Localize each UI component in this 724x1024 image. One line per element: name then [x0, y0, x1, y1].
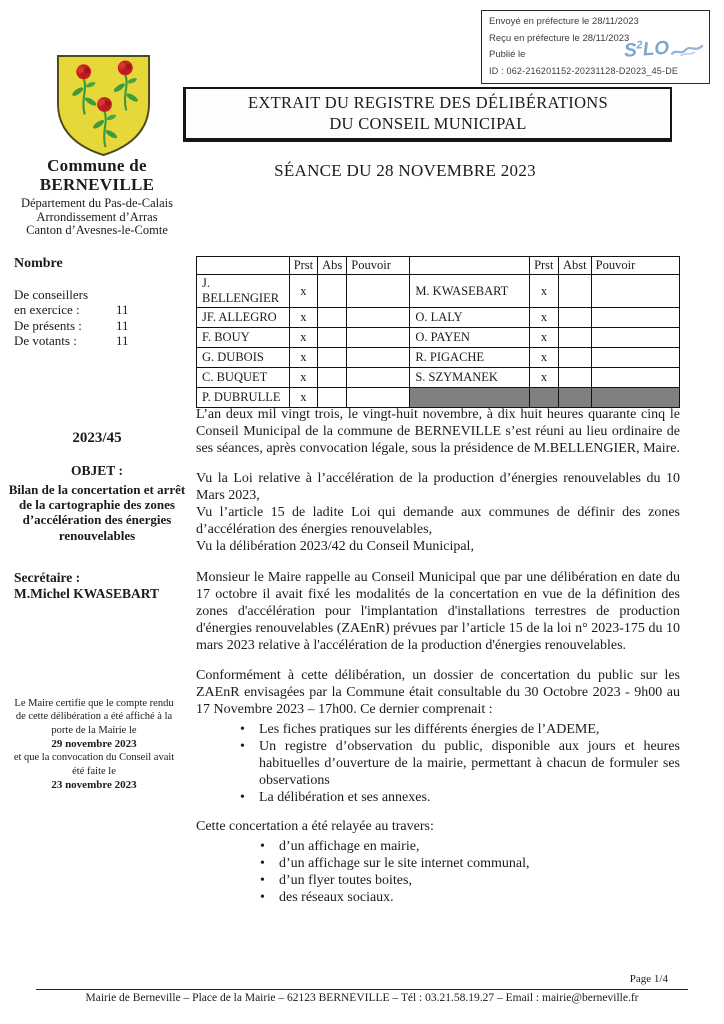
- register-title-box: [183, 87, 672, 142]
- attendance-mark-cell: [591, 368, 679, 388]
- list-item: [232, 738, 680, 789]
- count-label: De votants :: [14, 332, 77, 348]
- objet-text: Bilan de la concertation et arrêt de la cartographie des zones d’accélération des énergies renouvelables: [8, 482, 186, 543]
- commune-canton: Canton d’Avesnes-le-Comte: [26, 223, 168, 238]
- attendance-mark-cell: x: [289, 368, 317, 388]
- dossier-contents-list: [196, 721, 680, 806]
- count-label: en exercice :: [14, 302, 80, 318]
- list-item-text: Les fiches pratiques sur les différents énergies de l’ADEME,: [259, 722, 600, 737]
- attendance-mark-cell: [347, 348, 410, 368]
- attendance-mark-cell: [318, 308, 347, 328]
- council-table-header-cell: Abst: [559, 257, 592, 275]
- attendance-mark-cell: [318, 368, 347, 388]
- table-row: [197, 368, 680, 388]
- attendance-mark-cell: x: [530, 348, 559, 368]
- attendance-mark-cell: x: [530, 308, 559, 328]
- bullet-icon: •: [260, 873, 265, 888]
- secretaire-heading: Secrétaire :: [14, 570, 81, 585]
- member-name-cell: M. KWASEBART: [410, 275, 530, 308]
- bullet-icon: •: [240, 790, 245, 805]
- secretaire-name: M.Michel KWASEBART: [14, 585, 160, 601]
- table-row: [197, 328, 680, 348]
- bullet-icon: •: [260, 839, 265, 854]
- count-row: [14, 302, 182, 317]
- council-table-header-cell: Abs: [318, 257, 347, 275]
- attendance-mark-cell: [559, 328, 592, 348]
- deliberation-number: 2023/45: [72, 430, 122, 446]
- commune-departement: Département du Pas-de-Calais: [20, 196, 174, 211]
- bullet-icon: •: [240, 739, 245, 754]
- certification-block: [12, 697, 176, 792]
- member-name-cell: F. BOUY: [197, 328, 290, 348]
- list-item: [252, 838, 680, 855]
- paragraph-vu-1: Vu la Loi relative à l’accélération de la production d’énergies renouvelables du 10 Mars 2023,: [196, 471, 680, 503]
- member-name-cell: JF. ALLEGRO: [197, 308, 290, 328]
- table-row: [197, 308, 680, 328]
- stamp-received-line: Reçu en préfecture le 28/11/2023: [489, 32, 630, 44]
- table-row: [197, 388, 680, 408]
- deliberation-body: [196, 406, 680, 906]
- list-item-text: des réseaux sociaux.: [279, 890, 394, 905]
- register-title-line2: DU CONSEIL MUNICIPAL: [329, 114, 527, 134]
- attendance-mark-cell: [559, 388, 592, 408]
- attendance-mark-cell: [591, 388, 679, 408]
- attendance-mark-cell: [347, 275, 410, 308]
- attendance-mark-cell: [347, 388, 410, 408]
- list-item: [252, 872, 680, 889]
- certification-date2: 23 novembre 2023: [51, 779, 137, 792]
- logo-swoosh-icon: [670, 43, 705, 58]
- count-label: De présents :: [14, 317, 82, 333]
- council-table-header-cell: Pouvoir: [347, 257, 410, 275]
- count-value: 11: [116, 332, 129, 348]
- attendance-mark-cell: [559, 308, 592, 328]
- commune-name-line1: Commune de: [47, 156, 147, 175]
- table-row: [197, 348, 680, 368]
- count-row: [14, 318, 182, 333]
- member-name-cell: [410, 388, 530, 408]
- member-name-cell: S. SZYMANEK: [410, 368, 530, 388]
- council-table: [196, 256, 680, 408]
- attendance-mark-cell: [559, 275, 592, 308]
- prefecture-stamp: [481, 10, 710, 84]
- attendance-mark-cell: [591, 348, 679, 368]
- commune-arrondissement: Arrondissement d’Arras: [36, 209, 158, 224]
- member-name-cell: R. PIGACHE: [410, 348, 530, 368]
- member-name-cell: P. DUBRULLE: [197, 388, 290, 408]
- attendance-mark-cell: [591, 275, 679, 308]
- attendance-mark-cell: x: [289, 348, 317, 368]
- commune-name-line2: BERNEVILLE: [39, 174, 155, 194]
- register-title-line1: EXTRAIT DU REGISTRE DES DÉLIBÉRATIONS: [247, 93, 609, 112]
- attendance-mark-cell: [347, 368, 410, 388]
- attendance-mark-cell: [318, 388, 347, 408]
- list-item: [232, 789, 680, 806]
- paragraph-vu-2: Vu l’article 15 de ladite Loi qui demande aux communes de définir des zones d’accélération des énergies renouvelables,: [196, 505, 680, 537]
- list-item-text: d’un affichage sur le site internet communal,: [279, 856, 530, 871]
- member-name-cell: O. PAYEN: [410, 328, 530, 348]
- footer-address: Mairie de Berneville – Place de la Mairie – 62123 BERNEVILLE – Tél : 03.21.58.19.27 – Email : mairie@berneville.fr: [85, 992, 639, 1004]
- paragraph-concertation: Conformément à cette délibération, un dossier de concertation du public sur les ZAEnR envisagées par la Commune était consultable du 30 Octobre 2023 - 9h00 au 17 Novembre 2023 – 17h00. Ce dernier comprenait :: [196, 668, 680, 717]
- council-table-head-row: [197, 257, 680, 275]
- attendance-mark-cell: x: [289, 328, 317, 348]
- attendance-mark-cell: [347, 308, 410, 328]
- count-value: 11: [116, 317, 129, 333]
- attendance-mark-cell: [318, 348, 347, 368]
- s2lo-logo-text: $S^2LO$: [623, 37, 670, 62]
- member-name-cell: O. LALY: [410, 308, 530, 328]
- secretaire-block: [14, 570, 159, 602]
- attendance-mark-cell: [318, 275, 347, 308]
- count-value: 11: [116, 302, 129, 318]
- footer-divider: [36, 989, 688, 990]
- member-name-cell: C. BUQUET: [197, 368, 290, 388]
- list-item-text: d’un flyer toutes boites,: [279, 873, 412, 888]
- member-name-cell: G. DUBOIS: [197, 348, 290, 368]
- attendance-mark-cell: x: [530, 275, 559, 308]
- objet-heading: OBJET :: [71, 463, 123, 478]
- attendance-mark-cell: [530, 388, 559, 408]
- table-row: [197, 275, 680, 308]
- attendance-mark-cell: x: [289, 308, 317, 328]
- count-row: [14, 287, 182, 302]
- council-table-header-cell: [410, 257, 530, 275]
- stamp-published-line: Publié le: [489, 49, 526, 60]
- council-table-header-cell: Prst: [289, 257, 317, 275]
- bullet-icon: •: [240, 722, 245, 737]
- list-item: [232, 721, 680, 738]
- commune-coat-of-arms: [54, 52, 153, 159]
- counts-heading: Nombre: [14, 256, 63, 271]
- list-item: [252, 855, 680, 872]
- certification-line2: et que la convocation du Conseil avait été faite le: [13, 752, 175, 777]
- diffusion-channels-list: [196, 838, 680, 906]
- paragraph-rappel: Monsieur le Maire rappelle au Conseil Municipal que par une délibération en date du 17 octobre il avait fixé les modalités de la concertation en vue de la définition des zones d'accélération pour l'implantation d'installations terrestres de production d'énergies renouvelables (ZAEnR) prévues par l’article 15 de la loi n° 2023-175 du 10 mars 2023 relative à l'accélération de la production d'énergies renouvelables.: [196, 570, 680, 653]
- certification-date1: 29 novembre 2023: [51, 738, 137, 751]
- count-label: De conseillers: [14, 287, 89, 302]
- attendance-mark-cell: x: [530, 328, 559, 348]
- counts-block: [14, 256, 182, 348]
- paragraph-relayee: Cette concertation a été relayée au travers:: [196, 819, 434, 834]
- attendance-mark-cell: [559, 368, 592, 388]
- list-item-text: d’un affichage en mairie,: [279, 839, 420, 854]
- seance-title: SÉANCE DU 28 NOVEMBRE 2023: [274, 161, 536, 180]
- stamp-sent-line: Envoyé en préfecture le 28/11/2023: [489, 16, 639, 27]
- bullet-icon: •: [260, 856, 265, 871]
- attendance-mark-cell: [591, 328, 679, 348]
- list-item-text: Un registre d’observation du public, disponible aux jours et heures habituelles d’ouverture de la mairie, permettant à chacun de formuler ses observations: [259, 739, 680, 788]
- page-number: Page 1/4: [629, 973, 668, 985]
- attendance-mark-cell: x: [289, 275, 317, 308]
- objet-block: [8, 463, 186, 543]
- council-table-body: [197, 275, 680, 408]
- paragraph-opening: L’an deux mil vingt trois, le vingt-huit novembre, à dix huit heures quarante cinq le Conseil Municipal de la commune de BERNEVILLE s’est réuni au lieu ordinaire de ses séances, après convocation légale, sous la présidence de M.BELLENGIER, Maire.: [196, 407, 681, 456]
- member-name-cell: J. BELLENGIER: [197, 275, 290, 308]
- count-row: [14, 333, 182, 348]
- attendance-mark-cell: x: [289, 388, 317, 408]
- stamp-id-line: ID : 062-216201152-20231128-D2023_45-DE: [489, 65, 679, 76]
- attendance-mark-cell: [591, 308, 679, 328]
- attendance-mark-cell: x: [530, 368, 559, 388]
- attendance-mark-cell: [559, 348, 592, 368]
- council-table-header-cell: Prst: [530, 257, 559, 275]
- attendance-mark-cell: [318, 328, 347, 348]
- bullet-icon: •: [260, 890, 265, 905]
- attendance-mark-cell: [347, 328, 410, 348]
- council-table-header-cell: Pouvoir: [591, 257, 679, 275]
- commune-identity: [8, 157, 186, 238]
- list-item-text: La délibération et ses annexes.: [259, 790, 431, 805]
- certification-line1: Le Maire certifie que le compte rendu de cette délibération a été affiché à la porte de la Mairie le: [14, 698, 174, 736]
- paragraph-vu-3: Vu la délibération 2023/42 du Conseil Municipal,: [196, 539, 474, 554]
- council-table-header-cell: [197, 257, 290, 275]
- list-item: [252, 889, 680, 906]
